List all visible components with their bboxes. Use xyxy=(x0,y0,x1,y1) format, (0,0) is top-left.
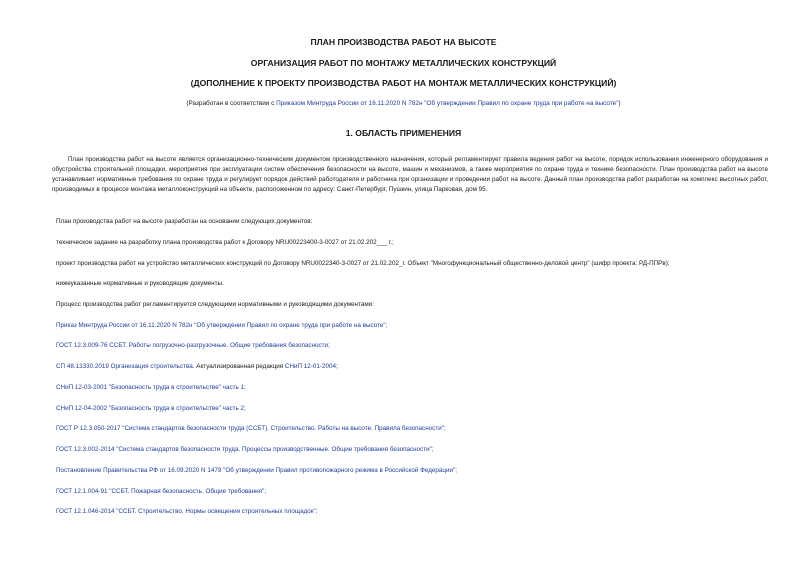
doc-link-7[interactable]: ГОСТ 12.3.002-2014 "Система стандартов безопасности труда. Процессы производственные. Общие требования безопасности"; xyxy=(56,446,434,453)
basis-item-1: техническое задание на разработку плана производства работ к Договору NRU00223400-3-0027 от 21.02.202___ г.; xyxy=(56,239,394,246)
doc-link-3[interactable]: СП 48.13330.2019 Организация строительства. xyxy=(56,363,195,370)
doc-item-3 xyxy=(56,362,338,371)
doc-link-5[interactable]: СНиП 12-04-2002 "Безопасность труда в строительстве" часть 2; xyxy=(56,405,246,412)
document-basis-note xyxy=(0,99,807,108)
basis-intro: План производства работ на высоте разработан на основании следующих документов: xyxy=(56,218,313,225)
basis-note-suffix: ) xyxy=(618,100,621,107)
doc-link-4[interactable]: СНиП 12-03-2001 "Безопасность труда в строительстве" часть 1; xyxy=(56,384,246,391)
doc-item-3-end: ; xyxy=(336,363,338,370)
regulated-intro: Процесс производства работ регламентируется следующими нормативными и руководящими документами: xyxy=(56,301,374,308)
document-subject: ОРГАНИЗАЦИЯ РАБОТ ПО МОНТАЖУ МЕТАЛЛИЧЕСКИХ КОНСТРУКЦИЙ xyxy=(250,58,557,68)
doc-link-10[interactable]: ГОСТ 12.1.046-2014 "ССБТ. Строительство. Нормы освещения строительных площадок"; xyxy=(56,508,318,515)
intro-paragraph: План производства работ на высоте является организационно-техническим документом производственного назначения, который регламентирует правила ведения работ на высоте, порядок использования инженерного оборудования и обустройства строительной площадки, мероприятия при эксплуатации систем обеспечения безопасности на высоте, машин и механизмов, а также мероприятия по охране труда и технике безопасности. План производства работ на высоте устанавливает нормативные требования по охране труда и регулирует порядок действий работодателя и работника при организации и проведении работ на высоте. Данный план производства работ разработан на комплекс высотных работ, производимых в процессе монтажа металлоконструкций на объекте, расположенном по адресу: Санкт-Петербург, Пушкин, улица Парковая, дом 95. xyxy=(52,156,768,193)
doc-link-3b[interactable]: СНиП 12-01-2004 xyxy=(284,363,336,370)
basis-item-3: нижеуказанные нормативные и руководящие документы. xyxy=(56,280,224,287)
basis-note-prefix: (Разработан в соответствии с xyxy=(186,100,277,107)
basis-item-2: проект производства работ на устройство металлических конструкций по Договору NRU0022340-3-0027 от 21.02.202_г. Объект "Многофункциональный общественно-деловой центр" (шифр проекта: РД-ППРв); xyxy=(56,260,670,267)
document-addendum-title: (ДОПОЛНЕНИЕ К ПРОЕКТУ ПРОИЗВОДСТВА РАБОТ НА МОНТАЖ МЕТАЛЛИЧЕСКИХ КОНСТРУКЦИЙ) xyxy=(190,78,617,88)
doc-item-3-text: Актуализированная редакция xyxy=(194,363,285,370)
doc-link-2[interactable]: ГОСТ 12.3.009-76 ССБТ. Работы погрузочно-разгрузочные. Общие требования безопасности; xyxy=(56,342,330,349)
doc-link-9[interactable]: ГОСТ 12.1.004-91 "ССБТ. Пожарная безопасность. Общие требования"; xyxy=(56,488,267,495)
basis-note-link[interactable]: Приказом Минтруда России от 16.11.2020 N 782н "Об утверждении Правил по охране труда при работе на высоте" xyxy=(276,100,619,107)
doc-link-1[interactable]: Приказ Минтруда России от 16.11.2020 N 782н "Об утверждении Правил по охране труда при работе на высоте"; xyxy=(56,322,388,329)
section-heading: 1. ОБЛАСТЬ ПРИМЕНЕНИЯ xyxy=(345,128,462,138)
document-title: ПЛАН ПРОИЗВОДСТВА РАБОТ НА ВЫСОТЕ xyxy=(310,37,497,47)
doc-link-8[interactable]: Постановление Правительства РФ от 16.09.2020 N 1479 "Об утверждении Правил противопожарного режима в Российской Федерации"; xyxy=(56,467,458,474)
doc-link-6[interactable]: ГОСТ Р 12.3.050-2017 "Система стандартов безопасности труда (ССБТ). Строительство. Работы на высоте. Правила безопасности"; xyxy=(56,425,446,432)
